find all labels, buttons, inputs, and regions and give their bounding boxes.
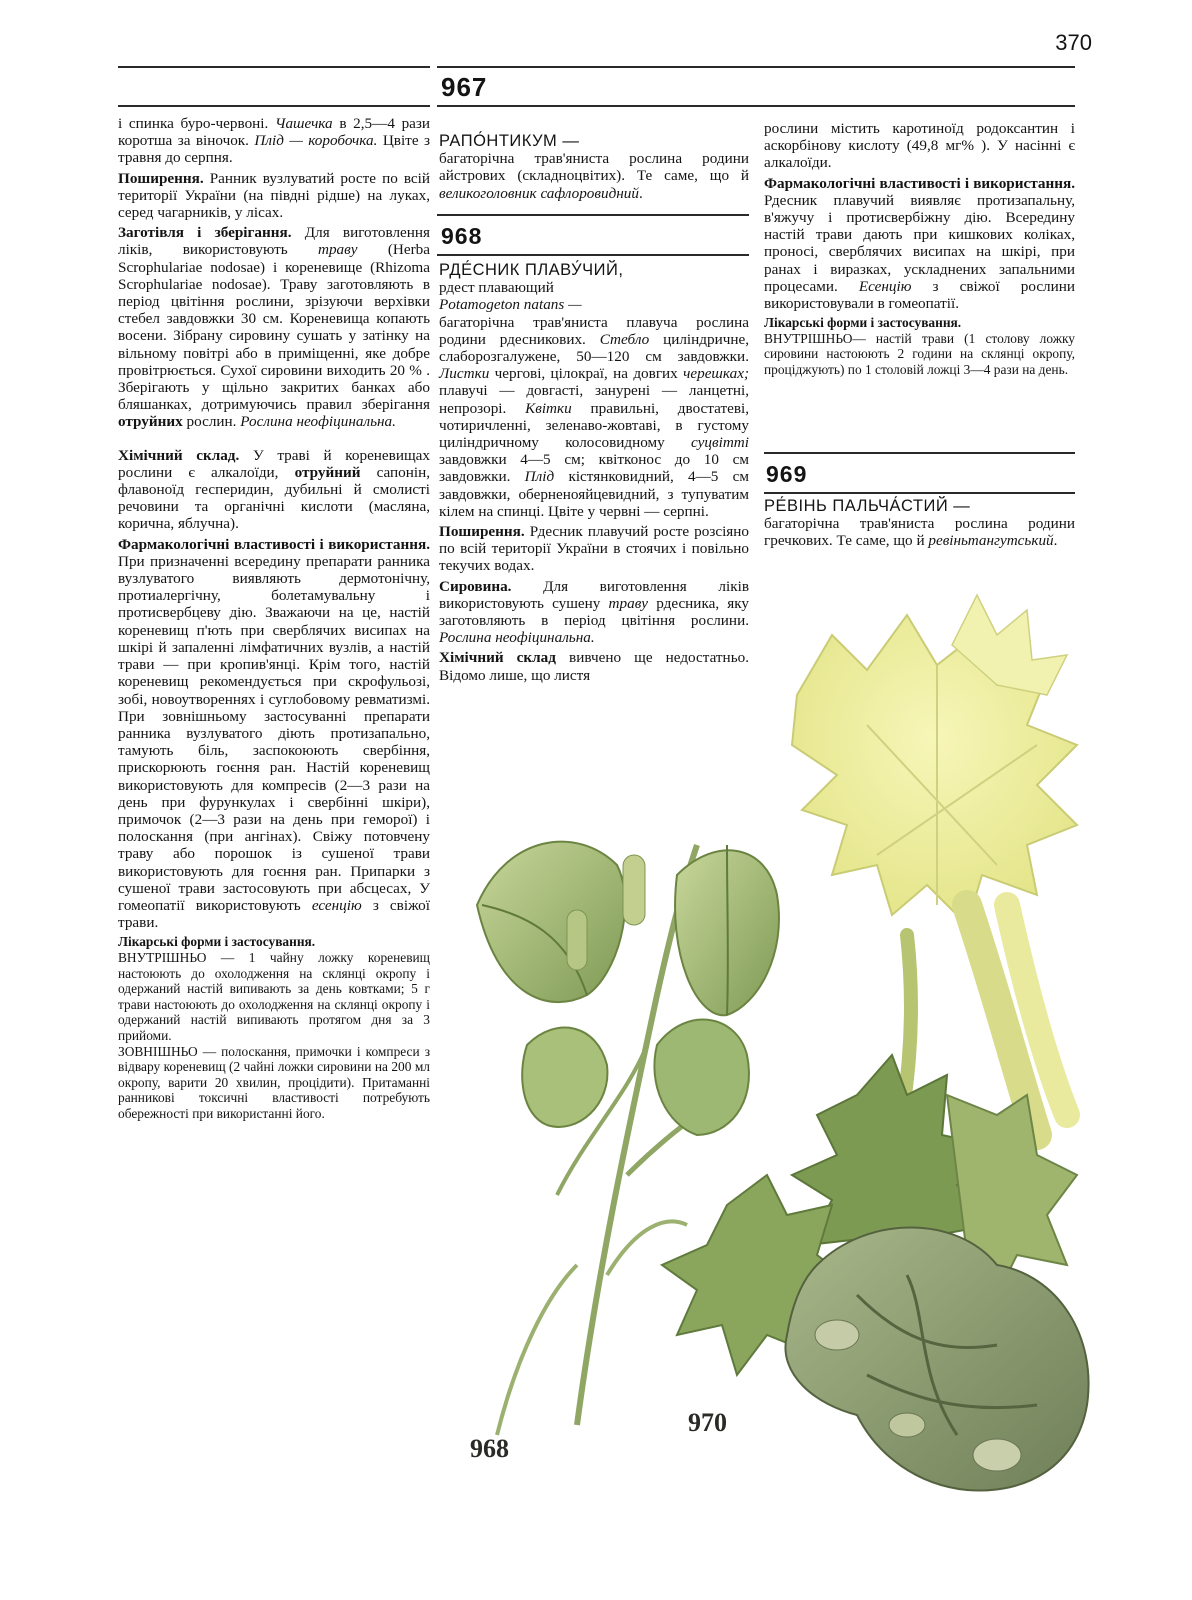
entry-number-967: 967 xyxy=(441,72,488,102)
entry-969 xyxy=(764,498,1075,553)
entry-969-heading: РЕ́ВІНЬ ПАЛЬЧА́СТИЙ — xyxy=(764,497,971,515)
paragraph-forms-external: ЗОВНІШНЬО — полоскання, примочки і компреси з відвару кореневищ (2 чайні ложки сировини на 200 мл окропу, варити 20 хвилин, процідити). Притаманні ранникові токсичні властивості потребують обережності при використанні його. xyxy=(118,1043,430,1121)
paragraph-intro: і спинка буро-червоні. Чашечка в 2,5—4 рази коротша за віночок. Плід — коробочка. Цвіте з травня до серпня. xyxy=(118,115,431,167)
top-rule-right xyxy=(437,66,1075,68)
entry-number-969: 969 xyxy=(766,461,808,487)
entry-968-pharmacology: Фармакологічні властивості і використання. Рдесник плавучий виявляє протизапальну, в'яжучу і протисвербіжну дію. Всередину настій трави дають при кишкових коліках, проносі, сверблячих висипах на шкірі, при ранах і виразках, ускладнених запальними процесами. Есенцію з свіжої рослини використовували в гомеопатії. xyxy=(764,174,1076,313)
rule-under-967-left xyxy=(118,105,430,107)
paragraph-spread: Поширення. Ранник вузлуватий росте по всій території України (на півдні рідше) на луках, серед чагарників, у лісах. xyxy=(118,169,430,222)
entry-968-latin-name: Potamogeton natans — xyxy=(439,296,582,314)
entry-969-text: багаторічна трав'яниста рослина родини гречкових. Те саме, що й ревіньтангутський. xyxy=(764,515,1075,550)
entry-967-text: багаторічна трав'яниста рослина родини айстрових (складноцвітих). Те саме, що й великоголовник сафлоровидний. xyxy=(439,150,749,202)
entry-967-heading: РАПО́НТИКУМ — xyxy=(439,132,580,150)
botanical-illustration xyxy=(437,575,1120,1525)
rule-under-968 xyxy=(437,254,749,256)
entry-number-968: 968 xyxy=(441,223,483,249)
page-number: 370 xyxy=(1055,30,1092,55)
rhubarb-leaves xyxy=(792,595,1077,925)
entry-968-raw-material: Сировина. Для виготовлення ліків використовують сушену траву рдесника, яку заготовляють в період цвітіння рослини. Рослина неофіцинальна. xyxy=(439,577,750,647)
paragraph-pharmacology: Фармакологічні властивості і використання. При призначенні всередину препарати ранника вузлуватого виявляють дермотонічну, протиалергічну, болетамувальну і протисвербцеву дію. Зважаючи на це, настій кореневищ п'ють при сверблячих висипах на шкірі й запаленні лімфатичних вузлів, а настій трави — при кропив'янці. Крім того, настій кореневищ рекомендується при скрофульозі, зобі, новоутвореннях і суглобовому ревматизмі. При зовнішньому застосуванні препарати ранника вузлуватого діють протизапально, тамують біль, заспокоюють свербіння, прискорюють гоєння ран. Настій кореневищ використовують для компресів (2—3 рази на день при фурункулах і свербінні шкіри), примочок (2—3 рази на день при геморої) і полоскання (при ангінах). Свіжу потовчену траву або порошок із сушеної трави використовують для гоєння ран. Припарки з сушеної трави застосовують при абсцесах, У гомеопатії використовують есенцію з свіжої трави. xyxy=(118,535,430,932)
paragraph-forms-internal: ВНУТРІШНЬО — 1 чайну ложку кореневищ настоюють до охолодження на склянці окропу і одержаний настій випивають за день ковтками; 5 г трави настоюють до охолодження на склянці окропу і одержаний настій випивають протягом дня за 3 прийоми. xyxy=(118,949,430,1043)
paragraph-chemistry: Хімічний склад. У траві й кореневищах рослини є алкалоїди, отруйний сапонін, флавоноїд гесперидин, дубильні й смолисті речовини та органічні кислоти (масляна, корична, яблучна). xyxy=(118,446,431,533)
entry-968-forms: ВНУТРІШНЬО— настій трави (1 столову ложку сировини настоюють 2 години на склянці окропу, проціджують) по 1 столовій ложці 3—4 рази на день. xyxy=(764,330,1075,378)
paragraph-forms-heading: Лікарські форми і застосування. xyxy=(118,934,316,950)
rhubarb-rhizome xyxy=(785,1228,1088,1491)
paragraph-preparation: Заготівля і зберігання. Для виготовлення ліків, використовують траву (Herba Scrophulariae nodosae) і кореневище (Rhizoma Scrophulariae nodosae). Траву заготовляють в період цвітіння рослини, зрізуючи верхівки стебел завдовжки 30 см. Кореневища копають восени. Зібрану сировину сушать у затінку на вільному повітрі або в приміщенні, яке добре провітрюється. Сухої сировини виходить 20 % . Зберігають у щільно закритих банках або бляшанках, дотримуючись правил зберігання отруйних рослин. Рослина неофіцинальна. xyxy=(118,224,431,431)
entry-967 xyxy=(439,133,749,205)
top-rule-left xyxy=(118,66,430,68)
column-left xyxy=(118,115,430,1124)
rule-above-968 xyxy=(437,214,749,216)
figure-label-970: 970 xyxy=(688,1408,727,1437)
entry-968-heading: РДЕ́СНИК ПЛАВУ́ЧИЙ, xyxy=(439,261,624,279)
rule-above-969 xyxy=(764,452,1075,454)
rule-under-969 xyxy=(764,492,1075,494)
entry-968-russian-name: рдест плавающий xyxy=(439,279,554,297)
column-right xyxy=(764,120,1075,381)
entry-968-chemistry-cont: рослини містить каротиноїд родоксантин і аскорбінову кислоту (49,8 мг% ). У насінні є алкалоїди. xyxy=(764,120,1075,172)
figure-label-968: 968 xyxy=(470,1434,509,1463)
entry-968-forms-heading: Лікарські форми і застосування. xyxy=(764,315,962,331)
rule-under-967 xyxy=(437,105,1075,107)
entry-968-chemistry-start: Хімічний склад вивчено ще недостатньо. Відомо лише, що листя xyxy=(439,649,750,684)
entry-968-spread: Поширення. Рдесник плавучий росте розсіяно по всій території України в стоячих і повільно текучих водах. xyxy=(439,523,750,575)
entry-968-description: багаторічна трав'яниста плавуча рослина родини рдесникових. Стебло циліндричне, слаборозгалужене, 50—120 см завдовжки. Листки чергові, цілокраї, на довгих черешках; плавучі — довгасті, занурені — ланцетні, непрозорі. Квітки правильні, двостатеві, чотиричленні, зеленаво-жовтаві, в густому циліндричному колосовидному суцвітті завдовжки 4—5 см; квітконос до 10 см завдовжки. Плід кістянковидний, 4—5 см завдовжки, оберненояйцевидний, з тупуватим кілем на спинці. Цвіте у червні — серпні. xyxy=(439,313,750,520)
